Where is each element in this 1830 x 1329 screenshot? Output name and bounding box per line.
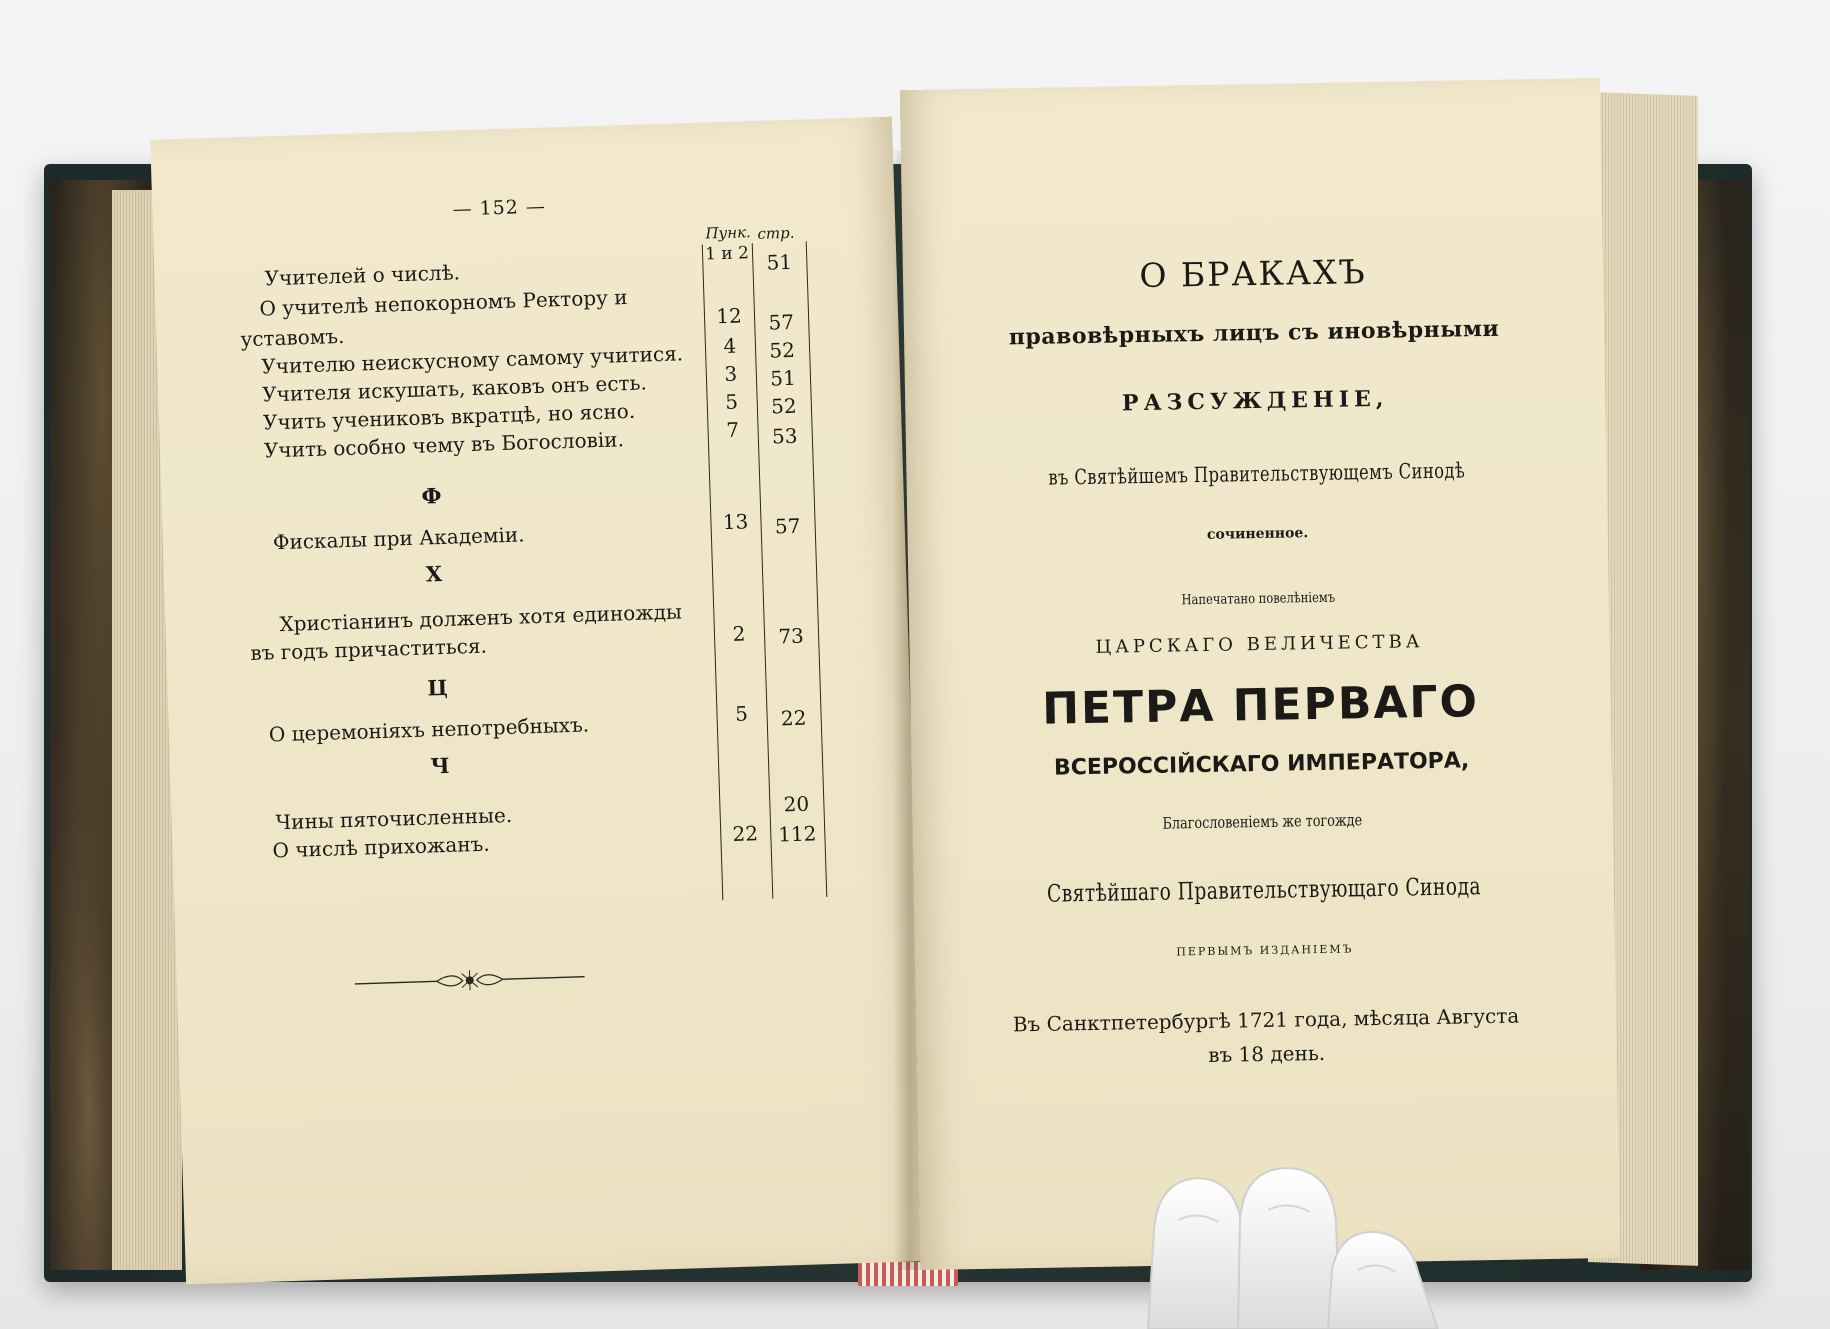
entry-page: 22 (780, 705, 807, 731)
imprint-line: Въ Санктпетербургѣ 1721 года, мѣсяца Августа (1012, 1003, 1520, 1037)
entry-item: 2 (732, 621, 746, 646)
entry-item: 1 и 2 (704, 243, 750, 265)
emperor-line: ВСЕРОССІЙСКАГО ИМПЕРАТОРА, (1053, 748, 1470, 781)
synod-line: въ Святѣйшемъ Правительствующемъ Синодѣ (1047, 458, 1466, 490)
section-letter: Ч (430, 752, 450, 779)
section-letter: Ф (421, 482, 442, 509)
printed-line-wrap (909, 582, 1609, 613)
entry-page: 52 (770, 393, 797, 419)
entry-page: 51 (769, 365, 797, 391)
entry-text: Учить особно чему въ Богословіи. (263, 427, 625, 463)
entry-item: 13 (722, 509, 749, 535)
entry-text: Учить учениковъ вкратцѣ, но ясно. (262, 398, 636, 435)
synod-full-line: Святѣйшаго Правительствующаго Синода (1046, 872, 1481, 908)
entry-text: Учителя искушать, каковъ онъ есть. (261, 370, 648, 407)
date-line: въ 18 день. (1207, 1040, 1326, 1067)
entry-item: 22 (732, 821, 759, 846)
entry-text: Фискалы при Академіи. (272, 522, 525, 555)
entry-item: 7 (725, 417, 740, 442)
entry-text: Учителей о числѣ. (264, 260, 461, 291)
section-letter: Х (425, 560, 443, 587)
entry-item: 12 (715, 303, 743, 329)
subtitle-line: правовѣрныхъ лицъ съ иновѣрными (1008, 315, 1500, 351)
heading-line: РАЗСУЖДЕНІЕ, (1121, 385, 1389, 417)
title-line: О БРАКАХЪ (1139, 252, 1367, 296)
entry-item: 5 (724, 389, 739, 414)
blessing-line-wrap (912, 806, 1612, 837)
entry-page: 112 (777, 821, 817, 847)
right-page (900, 78, 1620, 1270)
entry-item: 5 (734, 701, 749, 726)
page-number: — 152 — (452, 195, 547, 221)
entry-page: 57 (774, 513, 801, 539)
entry-page: 53 (771, 423, 798, 449)
majesty-line: ЦАРСКАГО ВЕЛИЧЕСТВА (1095, 631, 1424, 658)
entry-text: О учителѣ непокорномъ Ректору и (259, 285, 628, 321)
white-glove-hand (1118, 1160, 1518, 1329)
composed-line: сочиненное. (1206, 525, 1309, 543)
entry-page: 73 (777, 623, 805, 649)
entry-item: 3 (724, 361, 738, 387)
col-head-page: стр. (757, 223, 795, 243)
printed-line: Напечатано повелѣніемъ (1181, 589, 1336, 609)
entry-page: 20 (783, 791, 810, 817)
entry-page: 51 (766, 249, 793, 275)
entry-text: О числѣ прихожанъ. (272, 831, 491, 863)
synod-full-line-wrap (914, 870, 1614, 910)
left-page (150, 117, 928, 1285)
edition-line: ПЕРВЫМЪ ИЗДАНІЕМЪ (1176, 942, 1354, 959)
entry-text: Христіанинъ долженъ хотя единожды (279, 599, 683, 637)
ornament-divider (354, 965, 585, 996)
entry-text: О церемоніяхъ непотребныхъ. (268, 712, 590, 747)
entry-text: въ годъ причаститься. (249, 633, 488, 666)
entry-page: 52 (769, 337, 796, 363)
col-head-item: Пунк. (705, 223, 752, 243)
section-letter: Ц (427, 674, 449, 701)
peter-line: ПЕТРА ПЕРВАГО (1041, 676, 1480, 735)
entry-text: Чины пяточисленные. (275, 802, 513, 835)
blessing-line: Благословеніемъ же тогожде (1162, 810, 1363, 833)
entry-text: Учителю неискусному самому учитися. (260, 341, 684, 379)
synod-line-wrap (906, 456, 1606, 492)
entry-page: 57 (768, 309, 795, 335)
entry-item: 4 (723, 333, 737, 359)
entry-text: уставомъ. (240, 323, 345, 352)
